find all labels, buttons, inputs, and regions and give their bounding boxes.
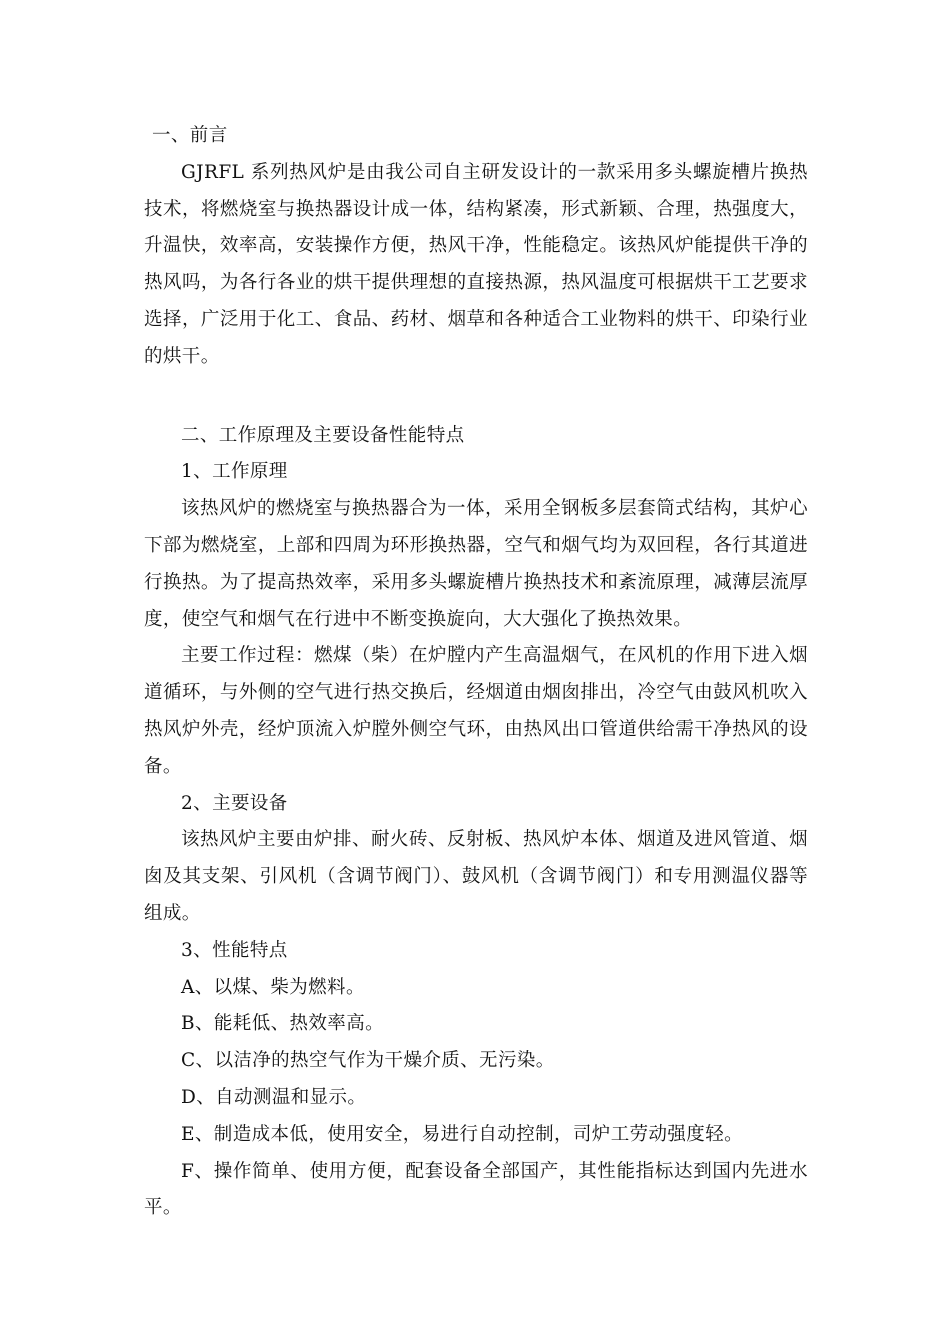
feature-item: C、以洁净的热空气作为干燥介质、无污染。 [181, 1050, 555, 1072]
subheading-main-equipment: 2、主要设备 [181, 792, 288, 814]
feature-item: D、自动测温和显示。 [181, 1086, 367, 1108]
feature-item: B、能耗低、热效率高。 [181, 1013, 384, 1035]
section-heading-principle: 二、工作原理及主要设备性能特点 [181, 424, 465, 446]
equipment-paragraph: 该热风炉主要由炉排、耐火砖、反射板、热风炉本体、烟道及进风管道、烟囱及其支架、引风机（含调节阀门）、鼓风机（含调节阀门）和专用测温仪器等组成。 [144, 829, 808, 924]
section-heading-preface: 一、前言 [152, 125, 228, 146]
preface-paragraph: GJRFL 系列热风炉是由我公司自主研发设计的一款采用多头螺旋槽片换热技术，将燃烧室与换热器设计成一体，结构紧凑，形式新颖、合理，热强度大，升温快，效率高，安装操作方便，热风干净，性能稳定。该热风炉能提供干净的热风吗，为各行各业的烘干提供理想的直接热源，热风温度可根据烘干工艺要求选择，广泛用于化工、食品、药材、烟草和各种适合工业物料的烘干、印染行业的烘干。 [144, 161, 808, 367]
feature-item: F、操作简单、使用方便，配套设备全部国产，其性能指标达到国内先进水平。 [144, 1160, 808, 1219]
section-gap [144, 376, 808, 418]
subheading-features: 3、性能特点 [181, 939, 288, 961]
feature-item: A、以煤、柴为燃料。 [181, 976, 365, 998]
feature-item: E、制造成本低，使用安全，易进行自动控制，司炉工劳动强度轻。 [181, 1123, 744, 1145]
subheading-working-principle: 1、工作原理 [181, 461, 288, 483]
document-body [144, 118, 808, 1227]
process-paragraph: 主要工作过程：燃煤（柴）在炉膛内产生高温烟气，在风机的作用下进入烟道循环，与外侧的空气进行热交换后，经烟道由烟囱排出，冷空气由鼓风机吹入热风炉外壳，经炉顶流入炉膛外侧空气环，由热风出口管道供给需干净热风的设备。 [144, 645, 808, 777]
principle-paragraph: 该热风炉的燃烧室与换热器合为一体，采用全钢板多层套筒式结构，其炉心下部为燃烧室，上部和四周为环形换热器，空气和烟气均为双回程，各行其道进行换热。为了提高热效率，采用多头螺旋槽片换热技术和紊流原理，减薄层流厚度，使空气和烟气在行进中不断变换旋向，大大强化了换热效果。 [144, 498, 808, 630]
